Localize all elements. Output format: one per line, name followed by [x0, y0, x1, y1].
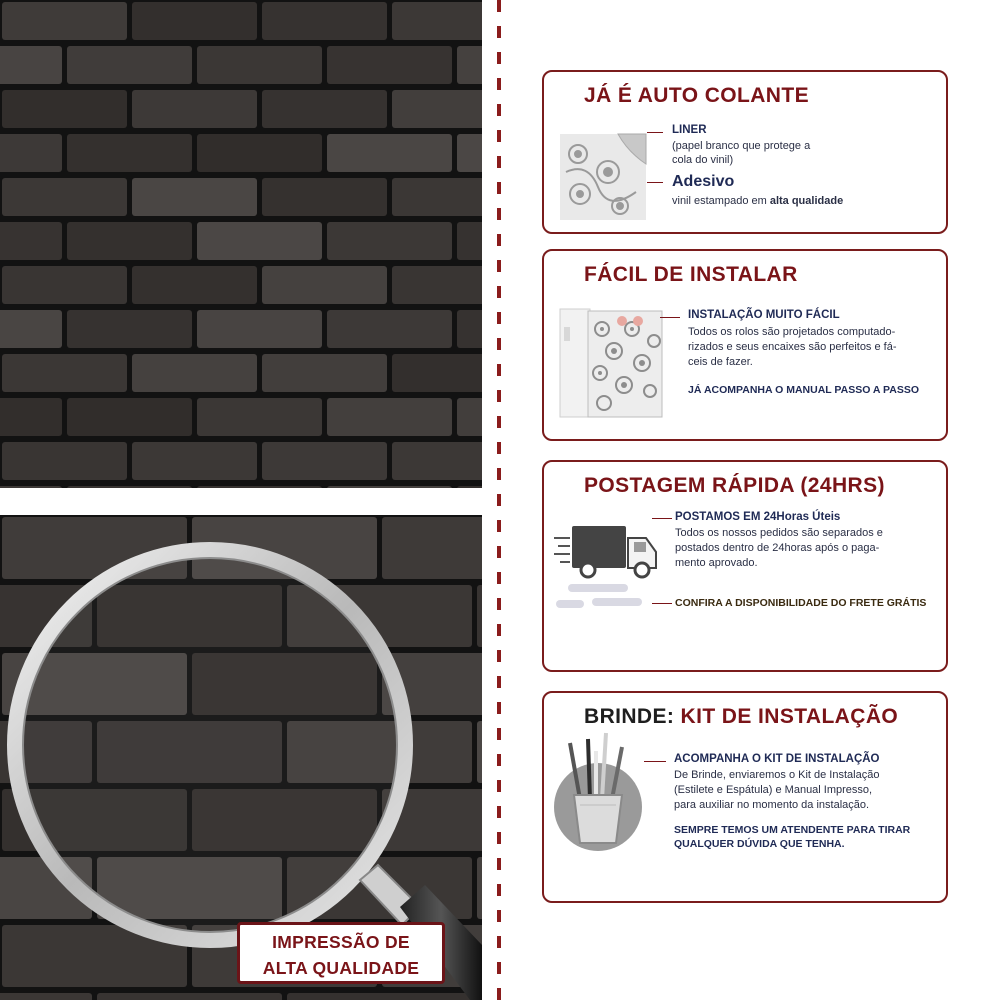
brinde-caption-1: SEMPRE TEMOS UM ATENDENTE PARA TIRAR — [674, 824, 911, 836]
brick — [327, 222, 452, 260]
brick — [132, 354, 257, 392]
brick — [67, 486, 192, 488]
dashed-divider — [496, 0, 502, 1000]
liner-text-1: (papel branco que protege a — [672, 140, 811, 152]
brick — [0, 310, 62, 348]
brick — [67, 46, 192, 84]
postagem-caption: CONFIRA A DISPONIBILIDADE DO FRETE GRÁTIS — [675, 597, 927, 609]
leader-line — [652, 518, 672, 519]
brick — [197, 310, 322, 348]
brick — [457, 134, 482, 172]
brick — [262, 354, 387, 392]
postagem-text-2: postados dentro de 24horas após o paga- — [675, 542, 880, 554]
quality-label-line-1: IMPRESSÃO DE — [272, 932, 410, 952]
liner-heading: LINER — [672, 124, 707, 136]
brick — [392, 178, 482, 216]
brinde-title — [584, 705, 898, 729]
brinde-heading: ACOMPANHA O KIT DE INSTALAÇÃO — [674, 753, 880, 765]
brick — [457, 398, 482, 436]
auto-colante-title: JÁ É AUTO COLANTE — [584, 84, 809, 107]
brick — [327, 398, 452, 436]
leader-line — [660, 317, 680, 318]
brinde-text-1: De Brinde, enviaremos o Kit de Instalação — [674, 769, 880, 781]
brick — [327, 46, 452, 84]
brinde-caption-2: QUALQUER DÚVIDA QUE TENHA. — [674, 838, 845, 850]
postagem-heading: POSTAMOS EM 24Horas Úteis — [675, 511, 841, 523]
brick — [457, 486, 482, 488]
postagem-text-1: Todos os nossos pedidos são separados e — [675, 527, 883, 539]
brick — [132, 2, 257, 40]
quality-label-line-2: ALTA QUALIDADE — [262, 958, 420, 978]
brick — [197, 134, 322, 172]
facil-instalar-card — [542, 249, 948, 441]
leader-line — [652, 603, 672, 604]
leader-line — [647, 132, 663, 133]
leader-line — [644, 761, 666, 762]
brick — [457, 46, 482, 84]
delivery-truck-icon — [552, 520, 662, 616]
brick — [67, 222, 192, 260]
facil-text-3: ceis de fazer. — [688, 356, 753, 368]
brick — [2, 2, 127, 40]
adesivo-text-bold: alta qualidade — [769, 195, 844, 207]
brick — [67, 310, 192, 348]
tool-cup-icon — [550, 729, 646, 853]
adesivo-heading: Adesivo — [672, 173, 735, 190]
brick — [262, 442, 387, 480]
facil-text-1: Todos os rolos são projetados computado- — [688, 326, 896, 338]
leader-line — [647, 182, 663, 183]
vinyl-sheet-peeling-icon — [558, 132, 648, 222]
brick — [262, 178, 387, 216]
facil-heading: INSTALAÇÃO MUITO FÁCIL — [688, 309, 840, 321]
brick — [132, 266, 257, 304]
postagem-card — [542, 460, 948, 672]
brick — [262, 2, 387, 40]
brick — [392, 2, 482, 40]
brick — [67, 134, 192, 172]
auto-colante-card — [542, 70, 948, 234]
facil-text-2: rizados e seus encaixes são perfeitos e fá- — [688, 341, 897, 353]
brick — [0, 134, 62, 172]
brick — [327, 486, 452, 488]
brick — [392, 442, 482, 480]
brinde-card — [542, 691, 948, 903]
brick — [457, 310, 482, 348]
brick — [132, 442, 257, 480]
postagem-title: POSTAGEM RÁPIDA (24HRS) — [584, 474, 885, 497]
brick — [132, 90, 257, 128]
facil-instalar-title: FÁCIL DE INSTALAR — [584, 263, 798, 286]
brick — [67, 398, 192, 436]
quality-label — [237, 922, 445, 984]
brick — [392, 354, 482, 392]
brick — [2, 266, 127, 304]
brick — [197, 486, 322, 488]
liner-text-2: cola do vinil) — [672, 154, 734, 166]
brinde-text-3: para auxiliar no momento da instalação. — [674, 799, 870, 811]
brick — [0, 46, 62, 84]
brinde-text-2: (Estilete e Espátula) e Manual Impresso, — [674, 784, 873, 796]
brick — [2, 178, 127, 216]
brick — [2, 354, 127, 392]
brick — [327, 134, 452, 172]
brick-wall-image — [0, 0, 482, 488]
brick — [0, 486, 62, 488]
brick — [457, 222, 482, 260]
brick — [197, 222, 322, 260]
facil-caption: JÁ ACOMPANHA O MANUAL PASSO A PASSO — [688, 384, 920, 396]
brick — [262, 266, 387, 304]
brick — [262, 90, 387, 128]
wallpaper-roll-icon — [558, 307, 666, 419]
brick — [132, 178, 257, 216]
brick — [0, 222, 62, 260]
brick — [197, 398, 322, 436]
brick — [197, 46, 322, 84]
adesivo-text-plain: vinil estampado em — [672, 195, 770, 207]
brick — [392, 90, 482, 128]
brick — [2, 90, 127, 128]
brick — [392, 266, 482, 304]
adesivo-text — [672, 194, 843, 208]
brinde-title-main: KIT DE INSTALAÇÃO — [680, 705, 899, 728]
brick — [0, 398, 62, 436]
brick — [327, 310, 452, 348]
brinde-title-prefix: BRINDE: — [584, 705, 675, 728]
brick — [2, 442, 127, 480]
postagem-text-3: mento aprovado. — [675, 557, 758, 569]
